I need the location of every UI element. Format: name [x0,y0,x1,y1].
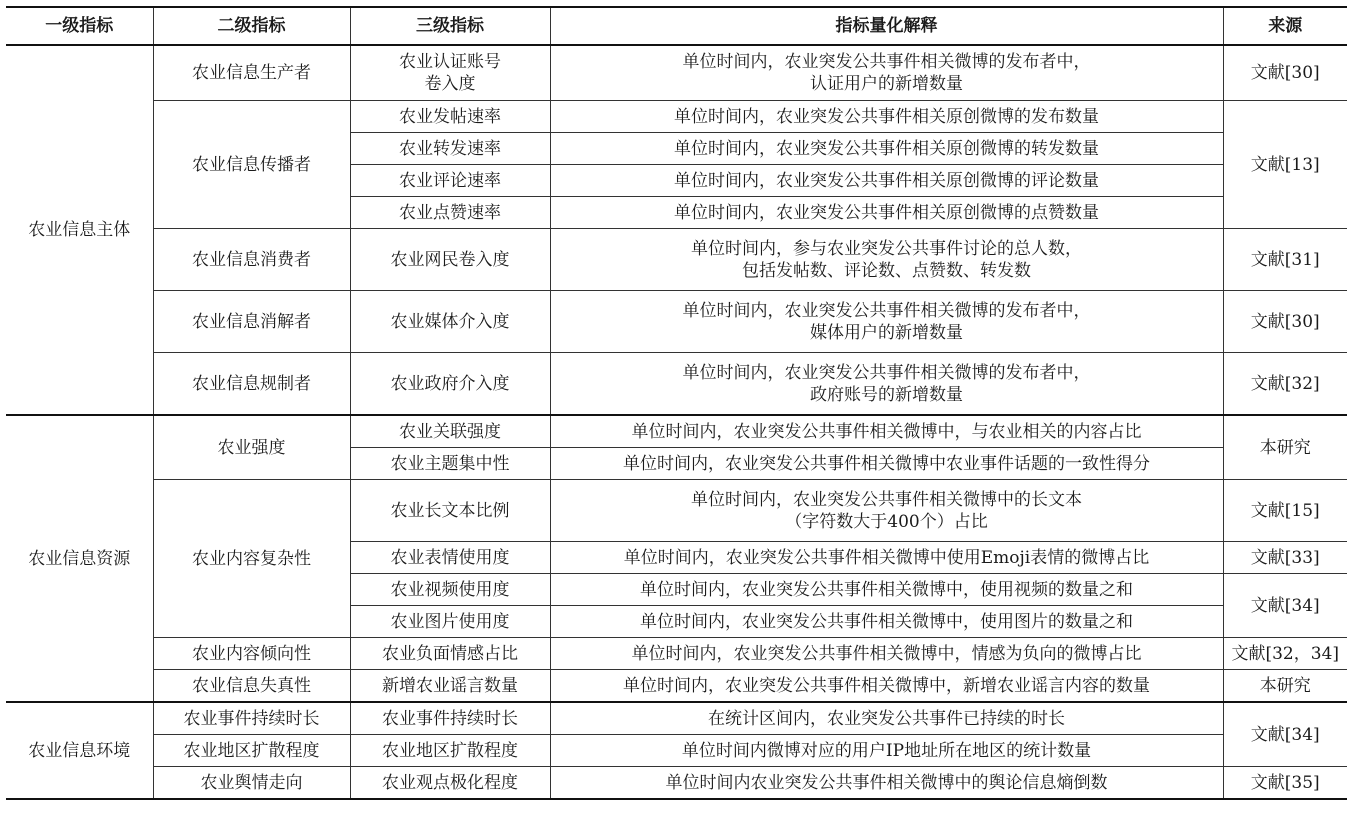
source-cell: 文献[15] [1223,480,1347,542]
source-cell: 文献[32] [1223,353,1347,416]
level1-cell: 农业信息资源 [6,415,153,702]
level3-cell: 农业地区扩散程度 [350,735,550,767]
level2-cell: 农业信息传播者 [153,101,350,229]
level3-cell: 农业负面情感占比 [350,638,550,670]
level2-cell: 农业信息规制者 [153,353,350,416]
level2-cell: 农业信息消解者 [153,291,350,353]
explanation-cell: 单位时间内，农业突发公共事件相关微博中农业事件话题的一致性得分 [550,448,1223,480]
level3-cell [350,45,550,101]
table-row [6,735,1347,767]
table-row [6,670,1347,703]
level2-cell: 农业信息失真性 [153,670,350,703]
explanation-line: 单位时间内，农业突发公共事件相关微博中的长文本 [691,489,1082,510]
header-source: 来源 [1223,7,1347,45]
table-row [6,291,1347,353]
header-row [6,7,1347,45]
table-row [6,45,1347,101]
level3-cell: 农业政府介入度 [350,353,550,416]
level3-cell: 农业表情使用度 [350,542,550,574]
table-row [6,353,1347,416]
explanation-cell: 单位时间内，农业突发公共事件相关原创微博的发布数量 [550,101,1223,133]
explanation-cell: 单位时间内微博对应的用户IP地址所在地区的统计数量 [550,735,1223,767]
level2-cell: 农业信息生产者 [153,45,350,101]
source-cell: 文献[35] [1223,767,1347,800]
level3-cell: 农业发帖速率 [350,101,550,133]
source-cell: 文献[31] [1223,229,1347,291]
level2-cell: 农业地区扩散程度 [153,735,350,767]
level3-cell: 农业长文本比例 [350,480,550,542]
level3-cell: 农业评论速率 [350,165,550,197]
explanation-line: 单位时间内，农业突发公共事件相关微博的发布者中， [682,300,1091,321]
source-cell: 文献[34] [1223,702,1347,767]
table-row [6,101,1347,133]
explanation-cell: 单位时间内，农业突发公共事件相关原创微博的点赞数量 [550,197,1223,229]
source-cell: 文献[34] [1223,574,1347,638]
source-cell: 本研究 [1223,670,1347,703]
source-cell: 文献[13] [1223,101,1347,229]
header-level2: 二级指标 [153,7,350,45]
level2-cell: 农业强度 [153,415,350,480]
indicator-table [6,6,1347,800]
level3-cell: 农业关联强度 [350,415,550,448]
level3-line: 农业认证账号 [399,52,501,72]
explanation-line: 单位时间内，农业突发公共事件相关微博的发布者中， [682,52,1091,72]
level3-cell: 农业媒体介入度 [350,291,550,353]
header-level1: 一级指标 [6,7,153,45]
explanation-line: 单位时间内，农业突发公共事件相关微博的发布者中， [682,362,1091,383]
level3-line: 卷入度 [424,74,476,94]
table-row [6,702,1347,735]
source-cell: 文献[30] [1223,291,1347,353]
level3-cell: 农业点赞速率 [350,197,550,229]
level3-cell: 农业事件持续时长 [350,702,550,735]
header-level3: 三级指标 [350,7,550,45]
explanation-cell: 单位时间内，农业突发公共事件相关原创微博的转发数量 [550,133,1223,165]
level3-cell: 农业观点极化程度 [350,767,550,800]
explanation-cell [550,353,1223,416]
level1-cell: 农业信息主体 [6,45,153,415]
source-cell: 文献[33] [1223,542,1347,574]
level3-cell: 农业视频使用度 [350,574,550,606]
level2-cell: 农业信息消费者 [153,229,350,291]
explanation-cell [550,480,1223,542]
explanation-cell: 单位时间内，农业突发公共事件相关微博中，情感为负向的微博占比 [550,638,1223,670]
level3-cell: 农业主题集中性 [350,448,550,480]
explanation-cell [550,291,1223,353]
explanation-cell: 单位时间内，农业突发公共事件相关微博中，使用视频的数量之和 [550,574,1223,606]
explanation-line: 单位时间内，参与农业突发公共事件讨论的总人数， [691,238,1082,259]
table-row [6,415,1347,448]
explanation-cell: 单位时间内，农业突发公共事件相关原创微博的评论数量 [550,165,1223,197]
explanation-cell: 单位时间内，农业突发公共事件相关微博中使用Emoji表情的微博占比 [550,542,1223,574]
level3-cell: 农业转发速率 [350,133,550,165]
level2-cell: 农业内容复杂性 [153,480,350,638]
explanation-line: 政府账号的新增数量 [810,384,963,405]
explanation-line: （字符数大于400个）占比 [785,511,988,532]
level2-cell: 农业内容倾向性 [153,638,350,670]
explanation-line: 认证用户的新增数量 [810,74,963,94]
level3-cell: 农业网民卷入度 [350,229,550,291]
explanation-cell: 单位时间内，农业突发公共事件相关微博中，使用图片的数量之和 [550,606,1223,638]
level2-cell: 农业舆情走向 [153,767,350,800]
level2-cell: 农业事件持续时长 [153,702,350,735]
level3-cell: 新增农业谣言数量 [350,670,550,703]
explanation-cell: 在统计区间内，农业突发公共事件已持续的时长 [550,702,1223,735]
header-explanation: 指标量化解释 [550,7,1223,45]
table-row [6,638,1347,670]
table-row [6,767,1347,800]
table-row [6,480,1347,542]
level3-cell: 农业图片使用度 [350,606,550,638]
explanation-cell [550,45,1223,101]
explanation-cell: 单位时间内农业突发公共事件相关微博中的舆论信息熵倒数 [550,767,1223,800]
explanation-line: 媒体用户的新增数量 [810,322,963,343]
table-row [6,229,1347,291]
source-cell: 本研究 [1223,415,1347,480]
explanation-cell: 单位时间内，农业突发公共事件相关微博中，新增农业谣言内容的数量 [550,670,1223,703]
level1-cell: 农业信息环境 [6,702,153,799]
source-cell: 文献[30] [1223,45,1347,101]
source-cell: 文献[32，34] [1223,638,1347,670]
explanation-line: 包括发帖数、评论数、点赞数、转发数 [742,260,1031,281]
explanation-cell: 单位时间内，农业突发公共事件相关微博中，与农业相关的内容占比 [550,415,1223,448]
explanation-cell [550,229,1223,291]
